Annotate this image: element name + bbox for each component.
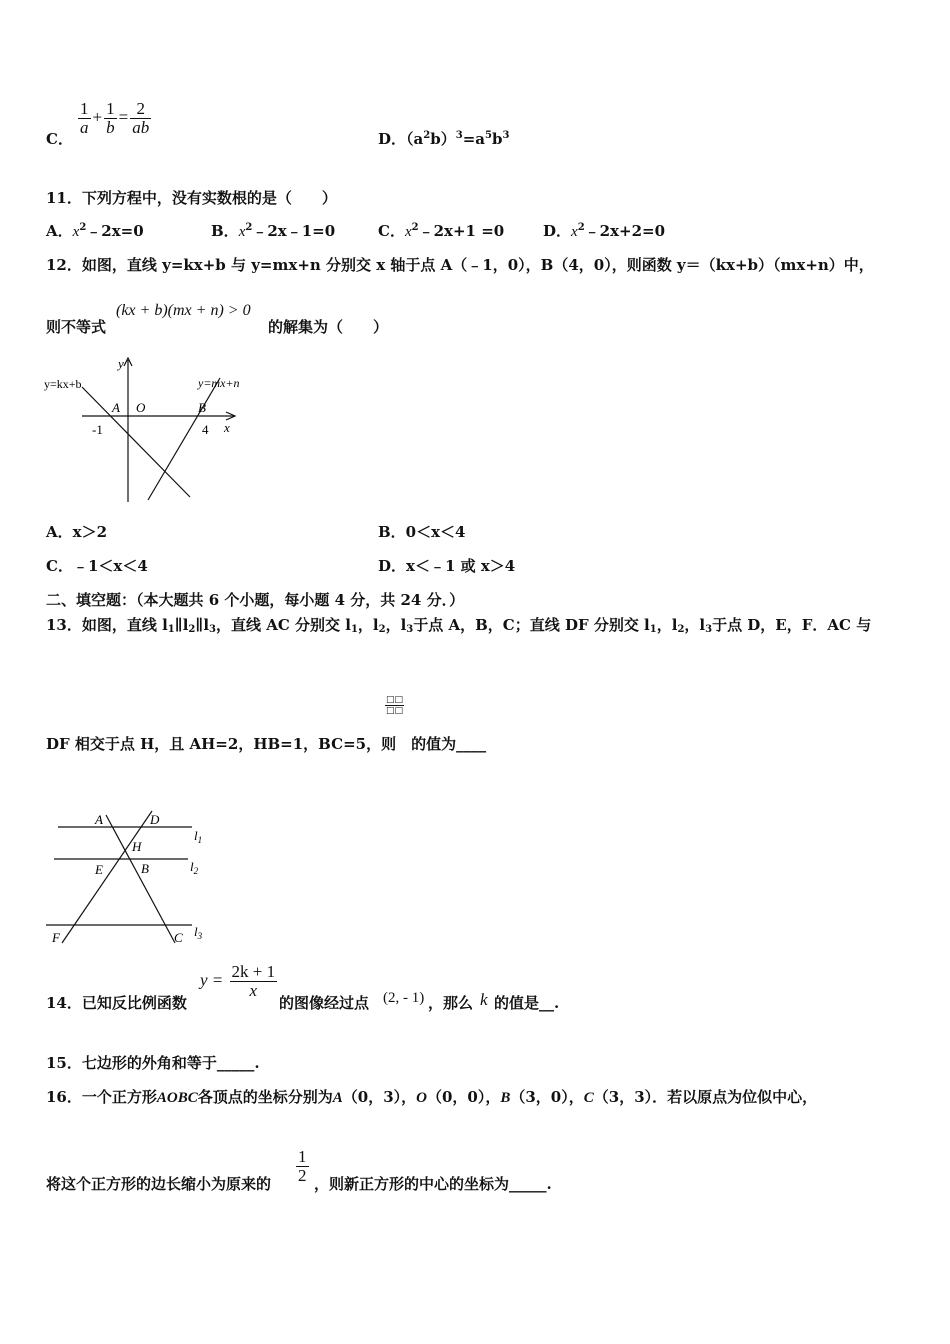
- frac-num: 2: [130, 100, 151, 119]
- subscript: 3: [705, 624, 713, 635]
- label-h: H: [132, 839, 142, 854]
- exponent: 2: [423, 130, 431, 141]
- text: ，直线 AC 分别交 l: [215, 616, 351, 634]
- subscript: 3: [406, 624, 414, 635]
- frac-num: 1: [298, 1147, 307, 1166]
- label-l1: [194, 828, 202, 845]
- q12-option-d: D．x＜﹣1 或 x＞4: [378, 557, 516, 575]
- label-point-b: B: [198, 400, 206, 415]
- label-l2-letter: l: [190, 859, 194, 874]
- label-f: F: [52, 930, 60, 945]
- placeholder-num: □□: [386, 695, 404, 705]
- exponent: 3: [455, 130, 463, 141]
- q13-fraction-placeholder: [385, 695, 404, 716]
- q12-inequality: (kx + b)(mx + n) > 0: [116, 302, 251, 319]
- frac-num: 1: [80, 99, 89, 118]
- q14-point: (2, - 1): [383, 990, 425, 1006]
- q13-parallel-lines-figure: [40, 805, 215, 950]
- q12-option-a: A．x＞2: [46, 523, 108, 541]
- q12-stem-line1: 12．如图，直线 y=kx+b 与 y=mx+n 分别交 x 轴于点 A（﹣1，0），B（4，0），则函数 y＝（kx+b）（mx+n）中，: [46, 256, 874, 274]
- label-a: A: [95, 812, 103, 827]
- expr: ﹣2x﹣1=0: [252, 222, 336, 240]
- label-y-axis: y: [118, 356, 124, 371]
- square-name: AOBC: [156, 1090, 198, 1106]
- subscript: 3: [209, 624, 216, 635]
- label-l1-letter: l: [194, 828, 198, 843]
- option-label: B．: [211, 222, 239, 240]
- expr: b: [491, 130, 503, 148]
- label-d: D: [150, 812, 160, 827]
- text: ，l: [684, 616, 706, 634]
- q11-stem: 11．下列方程中，没有实数根的是（ ）: [46, 189, 337, 207]
- frac-den: ab: [132, 118, 150, 137]
- exponent: 2: [79, 222, 87, 233]
- text: 各顶点的坐标分别为: [197, 1088, 333, 1106]
- y-equals: y =: [200, 970, 224, 990]
- text: ∥l: [195, 616, 210, 634]
- q14-stem-pre: 14．已知反比例函数: [46, 994, 187, 1012]
- exponent: 3: [502, 130, 510, 141]
- line-mx-plus-n: [148, 378, 220, 500]
- label-y-mx-n: y=mx+n: [198, 376, 240, 390]
- q16-stem-line1: [46, 1086, 817, 1107]
- option-label: D．: [543, 222, 572, 240]
- q12-stem-line2-pre: 则不等式: [46, 318, 107, 336]
- text: ，l: [385, 616, 407, 634]
- var-x: x: [404, 224, 412, 240]
- label-origin-o: O: [136, 400, 146, 415]
- subscript: 2: [677, 624, 685, 635]
- q12-option-b: B．0＜x＜4: [378, 523, 466, 541]
- q12-stem-line2-post: 的解集为（ ）: [268, 318, 389, 336]
- expr: b）: [430, 130, 456, 148]
- text: ∥l: [174, 616, 189, 634]
- equals-sign: =: [118, 107, 129, 127]
- subscript: 2: [188, 624, 196, 635]
- var-x: x: [238, 224, 246, 240]
- frac-den: a: [80, 118, 89, 137]
- text: 16．一个正方形: [46, 1088, 157, 1106]
- coord: （3，3）．若以原点为位似中心，: [593, 1088, 818, 1106]
- coord: （0，0），: [426, 1088, 501, 1106]
- label-l1-sub: 1: [197, 835, 203, 845]
- point-label: C: [583, 1090, 594, 1106]
- coord: （3，0），: [510, 1088, 584, 1106]
- label-l3-sub: 3: [197, 931, 203, 941]
- q13-stem-line1: [46, 614, 871, 635]
- q14-stem-mid2: ，那么: [428, 994, 474, 1012]
- label-l3: [194, 924, 203, 941]
- q15-stem: 15．七边形的外角和等于_____.: [46, 1054, 260, 1072]
- tick-neg1: -1: [92, 422, 103, 437]
- frac-den: x: [249, 981, 258, 1000]
- label-c: C: [174, 930, 183, 945]
- q14-function: [200, 963, 279, 1000]
- label-l2-sub: 2: [193, 866, 199, 876]
- label-b: B: [141, 861, 149, 876]
- exponent: 2: [411, 222, 419, 233]
- subscript: 1: [350, 624, 358, 635]
- option-label: A．: [46, 222, 73, 240]
- placeholder-den: □□: [386, 706, 404, 716]
- text: 于点 A，B，C；直线 DF 分别交 l: [413, 616, 650, 634]
- tick-4: 4: [202, 422, 209, 437]
- var-x: x: [571, 224, 578, 240]
- text: ，l: [357, 616, 379, 634]
- point-label: O: [416, 1090, 427, 1106]
- option-label: D．: [378, 130, 407, 148]
- expr: ﹣2x+2=0: [584, 222, 666, 240]
- point-label: B: [500, 1090, 511, 1106]
- label-y-kx-b: y=kx+b: [44, 377, 82, 391]
- expr: ﹣2x=0: [86, 222, 144, 240]
- q11-option-b: [211, 220, 335, 241]
- q10-option-c-expression: [76, 100, 153, 137]
- q16-stem-line2-pre: 将这个正方形的边长缩小为原来的: [46, 1175, 272, 1193]
- frac-num: 2k + 1: [231, 962, 276, 981]
- q14-stem-mid: 的图像经过点: [279, 994, 370, 1012]
- q12-graph-figure: [40, 352, 270, 512]
- frac-den: 2: [298, 1166, 307, 1185]
- text: 于点 D，E，F．AC 与: [712, 616, 872, 634]
- label-l2: [190, 859, 199, 876]
- q10-option-d: [378, 128, 509, 149]
- q16-fraction-half: [294, 1148, 311, 1185]
- coord: （0，3），: [342, 1088, 417, 1106]
- frac-num: 1: [106, 99, 115, 118]
- label-e: E: [95, 862, 103, 877]
- text: ，l: [656, 616, 678, 634]
- label-l3-letter: l: [194, 924, 198, 939]
- expr: （a: [406, 130, 424, 148]
- q14-stem-post: 的值是__.: [494, 994, 560, 1012]
- exponent: 2: [577, 222, 585, 233]
- q11-option-d: [543, 220, 665, 241]
- q12-option-c: C．﹣1＜x＜4: [46, 557, 148, 575]
- subscript: 1: [649, 624, 657, 635]
- exponent: 2: [245, 222, 253, 233]
- section-2-heading: 二、填空题：（本大题共 6 个小题，每小题 4 分，共 24 分．）: [46, 591, 465, 609]
- option-label: C．: [378, 222, 405, 240]
- q10-option-c-label: C．: [46, 130, 73, 148]
- subscript: 1: [167, 624, 175, 635]
- label-point-a: A: [112, 400, 120, 415]
- line-df: [62, 811, 152, 943]
- expr: =a: [462, 130, 485, 148]
- q11-option-a: [46, 220, 144, 241]
- label-x-axis: x: [224, 420, 230, 435]
- line-ac: [106, 815, 175, 943]
- point-label: A: [332, 1090, 343, 1106]
- var-x: x: [72, 224, 80, 240]
- subscript: 2: [378, 624, 386, 635]
- q13-stem-line2: DF 相交于点 H，且 AH=2，HB=1，BC=5，则 的值为____: [46, 735, 487, 753]
- frac-den: b: [106, 118, 115, 137]
- q11-option-c: [378, 220, 504, 241]
- text: 13．如图，直线 l: [46, 616, 168, 634]
- expr: ﹣2x+1 =0: [418, 222, 505, 240]
- exponent: 5: [484, 130, 492, 141]
- q14-k: k: [480, 990, 488, 1009]
- plus-sign: +: [92, 107, 103, 127]
- q16-stem-line2-post: ，则新正方形的中心的坐标为_____.: [314, 1175, 552, 1193]
